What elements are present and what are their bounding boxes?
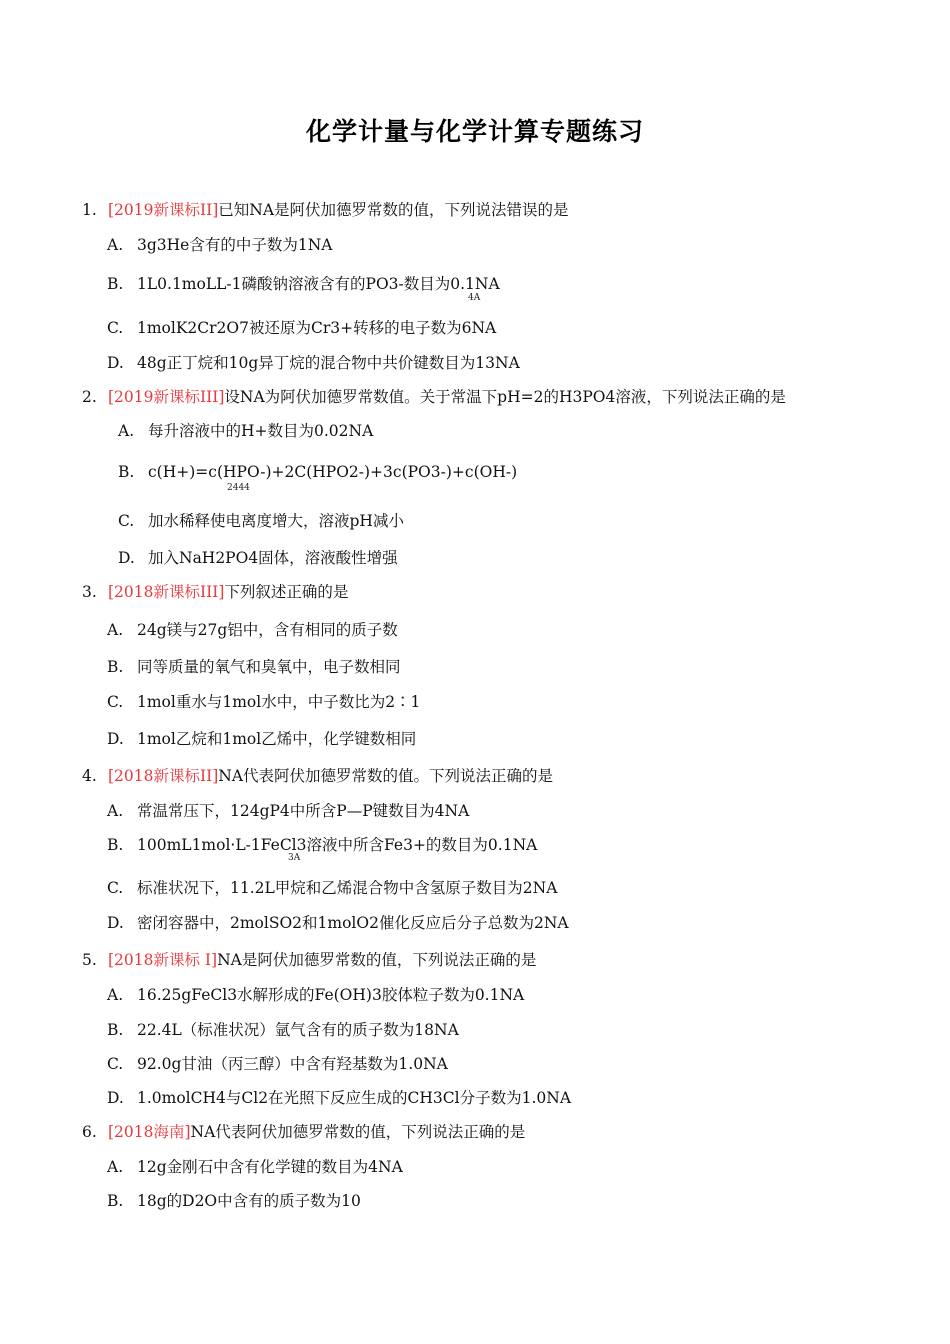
option-6b [107, 1190, 361, 1212]
option-5d [107, 1087, 571, 1109]
question-stem: 设NA为阿伏加德罗常数值。关于常温下pH=2的H3PO4溶液，下列说法正确的是 [224, 388, 786, 406]
subscript-note: 2444 [227, 483, 250, 493]
option-letter: B. [107, 1192, 124, 1210]
question-source-tag: [2018新课标 I] [108, 951, 218, 969]
option-4b [107, 834, 537, 856]
option-4a [107, 800, 469, 822]
option-letter: B. [107, 658, 124, 676]
question-stem: NA是阿伏加德罗常数的值，下列说法正确的是 [217, 951, 537, 969]
question-number: 2. [82, 388, 97, 406]
option-letter: D. [118, 549, 135, 567]
option-1c [107, 317, 496, 339]
question-source-tag: [2018新课标III] [108, 583, 225, 601]
option-5a [107, 984, 524, 1006]
option-letter: C. [118, 512, 135, 530]
option-text: 3g3He含有的中子数为1NA [137, 236, 333, 254]
option-letter: B. [107, 836, 124, 854]
option-letter: C. [107, 319, 124, 337]
option-1d [107, 352, 520, 374]
option-text: 48g正丁烷和10g异丁烷的混合物中共价键数目为13NA [137, 354, 520, 372]
option-text: 加入NaH2PO4固体，溶液酸性增强 [148, 549, 398, 567]
option-letter: B. [107, 275, 124, 293]
option-5c [107, 1053, 448, 1075]
option-4d [107, 912, 569, 934]
option-letter: D. [107, 1089, 124, 1107]
question-source-tag: [2018新课标II] [108, 767, 219, 785]
option-text: 同等质量的氧气和臭氧中，电子数相同 [137, 658, 401, 676]
option-3a [107, 619, 398, 641]
option-text: 1mol乙烷和1mol乙烯中，化学键数相同 [137, 730, 417, 748]
option-text: 24g镁与27g铝中，含有相同的质子数 [137, 621, 398, 639]
option-4c [107, 877, 557, 899]
question-source-tag: [2019新课标II] [108, 201, 219, 219]
option-text: 密闭容器中，2molSO2和1molO2催化反应后分子总数为2NA [137, 914, 569, 932]
question-5 [82, 949, 536, 971]
option-letter: C. [107, 693, 124, 711]
question-stem: NA代表阿伏加德罗常数的值。下列说法正确的是 [218, 767, 554, 785]
option-2c [118, 510, 404, 532]
question-stem: NA代表阿伏加德罗常数的值，下列说法正确的是 [190, 1123, 526, 1141]
option-letter: B. [118, 463, 135, 481]
option-letter: A. [107, 986, 124, 1004]
question-4 [82, 765, 553, 787]
option-1b [107, 273, 500, 295]
option-3b [107, 656, 401, 678]
option-5b [107, 1019, 459, 1041]
option-letter: A. [107, 236, 124, 254]
option-text: 22.4L（标准状况）氩气含有的质子数为18NA [137, 1021, 459, 1039]
question-3 [82, 581, 348, 603]
question-6 [82, 1121, 525, 1143]
option-text: 92.0g甘油（丙三醇）中含有羟基数为1.0NA [137, 1055, 448, 1073]
option-text: 加水稀释使电离度增大，溶液pH减小 [148, 512, 404, 530]
option-2b [118, 461, 517, 483]
question-stem: 下列叙述正确的是 [224, 583, 349, 601]
option-letter: A. [118, 422, 135, 440]
option-text: 常温常压下，124gP4中所含P—P键数目为4NA [137, 802, 470, 820]
question-number: 1. [82, 201, 97, 219]
option-letter: B. [107, 1021, 124, 1039]
page-title: 化学计量与化学计算专题练习 [305, 117, 644, 146]
option-text: 1.0molCH4与Cl2在光照下反应生成的CH3Cl分子数为1.0NA [137, 1089, 572, 1107]
question-2 [82, 386, 786, 408]
option-text: 100mL1mol·L-1FeCl3溶液中所含Fe3+的数目为0.1NA [137, 836, 538, 854]
option-letter: C. [107, 1055, 124, 1073]
question-number: 5. [82, 951, 97, 969]
question-source-tag: [2019新课标III] [108, 388, 225, 406]
option-letter: A. [107, 621, 124, 639]
question-number: 4. [82, 767, 97, 785]
question-number: 3. [82, 583, 97, 601]
option-text: c(H+)=c(HPO-)+2C(HPO2-)+3c(PO3-)+c(OH-) [148, 463, 518, 481]
option-letter: A. [107, 1158, 124, 1176]
option-3d [107, 728, 416, 750]
subscript-note: 4A [468, 293, 481, 303]
subscript-note: 3A [288, 853, 301, 863]
question-source-tag: [2018海南] [108, 1123, 191, 1141]
option-text: 标准状况下，11.2L甲烷和乙烯混合物中含氢原子数目为2NA [137, 879, 558, 897]
option-text: 12g金刚石中含有化学键的数目为4NA [137, 1158, 403, 1176]
option-text: 1molK2Cr2O7被还原为Cr3+转移的电子数为6NA [137, 319, 497, 337]
option-letter: D. [107, 354, 124, 372]
question-1 [82, 199, 569, 221]
option-1a [107, 234, 332, 256]
option-2a [118, 420, 373, 442]
option-6a [107, 1156, 403, 1178]
option-text: 每升溶液中的H+数目为0.02NA [148, 422, 374, 440]
option-text: 16.25gFeCl3水解形成的Fe(OH)3胶体粒子数为0.1NA [137, 986, 525, 1004]
question-number: 6. [82, 1123, 97, 1141]
option-text: 1mol重水与1mol水中，中子数比为2∶1 [137, 693, 421, 711]
option-text: 18g的D2O中含有的质子数为10 [137, 1192, 361, 1210]
option-letter: D. [107, 730, 124, 748]
option-letter: D. [107, 914, 124, 932]
option-letter: C. [107, 879, 124, 897]
option-text: 1L0.1moLL-1磷酸钠溶液含有的PO3-数目为0.1NA [137, 275, 500, 293]
option-letter: A. [107, 802, 124, 820]
option-2d [118, 547, 398, 569]
question-stem: 已知NA是阿伏加德罗常数的值，下列说法错误的是 [218, 201, 569, 219]
option-3c [107, 691, 420, 713]
